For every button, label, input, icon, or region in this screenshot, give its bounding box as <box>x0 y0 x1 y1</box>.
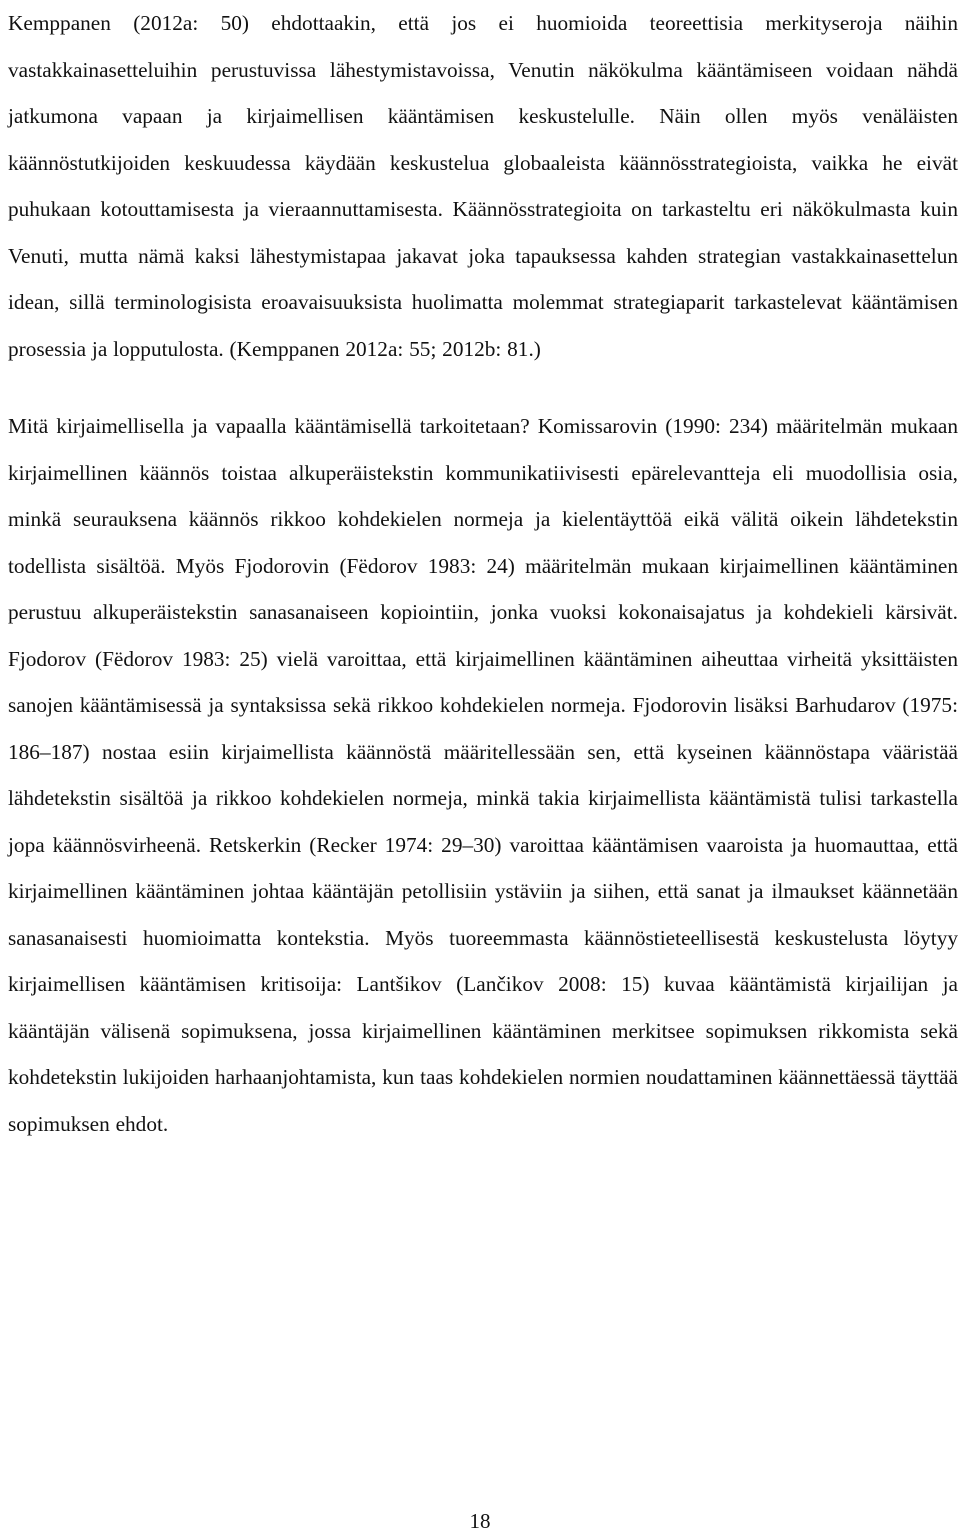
document-page <box>8 0 958 1147</box>
body-paragraph-1: Kemppanen (2012a: 50) ehdottaakin, että jos ei huomioida teoreettisia merkityseroja näihin vastakkainasetteluihin perustuvissa lähestymistavoissa, Venutin näkökulma kääntämiseen voidaan nähdä jatkumona vapaan ja kirjaimellisen kääntämisen keskustelulle. Näin ollen myös venäläisten käännöstutkijoiden keskuudessa käydään keskustelua globaaleista käännösstrategioista, vaikka he eivät puhukaan kotouttamisesta ja vieraannuttamisesta. Käännösstrategioita on tarkasteltu eri näkökulmasta kuin Venuti, mutta nämä kaksi lähestymistapaa jakavat joka tapauksessa kahden strategian vastakkainasettelun idean, sillä terminologisista eroavaisuuksista huolimatta molemmat strategiaparit tarkastelevat kääntämisen prosessia ja lopputulosta. (Kemppanen 2012a: 55; 2012b: 81.) <box>8 11 958 361</box>
body-paragraph-2: Mitä kirjaimellisella ja vapaalla kääntämisellä tarkoitetaan? Komissarovin (1990: 234) määritelmän mukaan kirjaimellinen käännös toistaa alkuperäistekstin kommunikatiivisesti epärelevantteja eli muodollisia osia, minkä seurauksena käännös rikkoo kohdekielen normeja ja kielentäyttöä eikä välitä oikein lähdetekstin todellista sisältöä. Myös Fjodorovin (Fëdorov 1983: 24) määritelmän mukaan kirjaimellinen kääntäminen perustuu alkuperäistekstin sanasanaiseen kopiointiin, jonka vuoksi kokonaisajatus ja kohdekieli kärsivät. Fjodorov (Fëdorov 1983: 25) vielä varoittaa, että kirjaimellinen kääntäminen aiheuttaa virheitä yksittäisten sanojen kääntämisessä ja syntaksissa sekä rikkoo kohdekielen normeja. Fjodorovin lisäksi Barhudarov (1975: 186–187) nostaa esiin kirjaimellista käännöstä määritellessään sen, että kyseinen käännöstapa vääristää lähdetekstin sisältöä ja rikkoo kohdekielen normeja, minkä takia kirjaimellista kääntämistä tulisi tarkastella jopa käännösvirheenä. Retskerkin (Recker 1974: 29–30) varoittaa kääntämisen vaaroista ja huomauttaa, että kirjaimellinen kääntäminen johtaa kääntäjän petollisiin ystäviin ja siihen, että sanat ja ilmaukset käännetään sanasanaisesti huomioimatta kontekstia. Myös tuoreemmasta käännöstieteellisestä keskustelusta löytyy kirjaimellisen kääntämisen kritisoija: Lantšikov (Lančikov 2008: 15) kuvaa kääntämistä kirjailijan ja kääntäjän välisenä sopimuksena, jossa kirjaimellinen kääntäminen merkitsee sopimuksen rikkomista sekä kohdetekstin lukijoiden harhaanjohtamista, kun taas kohdekielen normien noudattaminen käännettäessä täyttää sopimuksen ehdot. <box>8 414 958 1136</box>
page-number: 18 <box>469 1509 491 1533</box>
